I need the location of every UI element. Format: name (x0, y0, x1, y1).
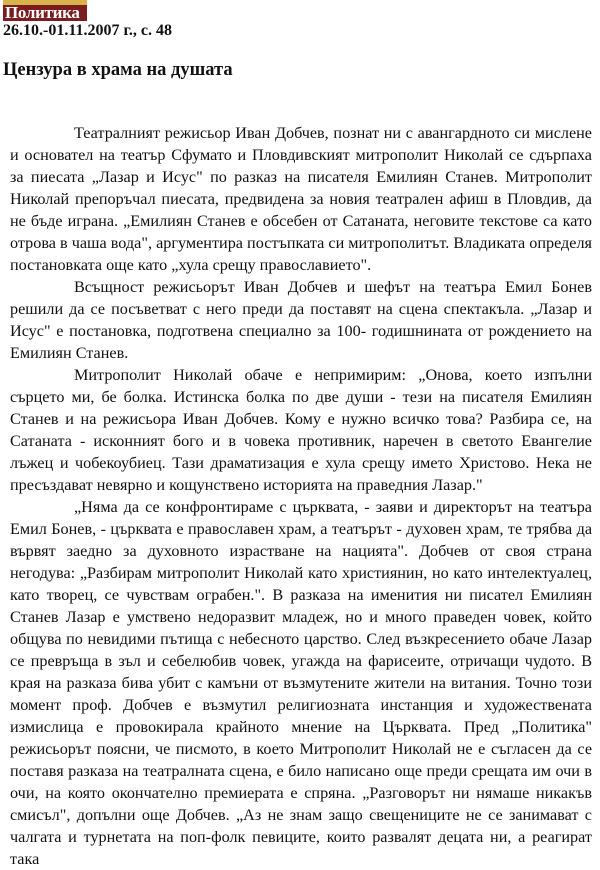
paragraph: Митрополит Николай обаче е непримирим: „Онова, което изпълни сърцето ми, бе болка. Истинска болка по две души - тези на писателя Емилиян Станев и на режисьора Иван Добчев. Кому е нужно всичко това? Разбира се, на Сатаната - исконният бого и в човека противник, наречен в светото Евангелие лъжец и чобекоубиец. Тази драматизация е хула срещу името Христово. Нека не пресъздават невярно и кощунствено историята на праведния Лазар." (10, 366, 592, 494)
article-body (10, 122, 592, 870)
paragraph: Всъщност режисьорът Иван Добчев и шефът на театъра Емил Бонев решили да се посъветват с него преди да поставят на сцена спектакъла. „Лазар и Исус" е постановка, подготвена специално за 100- годишнината от рождението на Емилиян Станев. (10, 278, 592, 362)
dateline: 26.10.-01.11.2007 г., с. 48 (3, 22, 173, 39)
logo-text: Политика (5, 3, 80, 21)
newspaper-logo (3, 0, 87, 21)
article-title: Цензура в храма на душата (3, 60, 233, 80)
paragraph: Театралният режисьор Иван Добчев, познат ни с авангардното си мислене и основател на театър Сфумато и Пловдивският митрополит Николай се сдърпаха за пиесата „Лазар и Исус" по разказ на писателя Емилиян Станев. Митрополит Николай препоръчал пиесата, предвидена за новия театрален афиш в Пловдив, да не бъде играна. „Емилиян Станев е обсебен от Сатаната, неговите текстове са като отрова в чаша вода", аргументира постъпката си митрополитът. Владиката определя постановката още като „хула срещу православието". (10, 124, 592, 274)
paragraph: „Няма да се конфронтираме с църквата, - заяви и директорът на театъра Емил Бонев, - църквата е православен храм, а театърът - духовен храм, те трябва да вървят заедно за духовното израстване на нацията". Добчев от своя страна негодува: „Разбирам митрополит Николай като християнин, но като интелектуалец, като творец, се чувствам ограбен.". В разказа на именития ни писател Емилиян Станев Лазар е умствено недоразвит младеж, но и много праведен човек, който общува по невидими пътища с небесното царство. След възкресението обаче Лазар се превръща в зъл и себелюбив човек, угажда на фарисеите, отричащи чудото. В края на разказа бива убит с камъни от възмутените жители на витания. Точно този момент проф. Добчев е възмутил религиозната инстанция и художествената измислица е провокирала крайното мнение на Църквата. Пред „Политика" режисьорът поясни, че писмото, в което Митрополит Николай не е съгласен да се поставя разказа на театралната сцена, е било написано още преди срещата им очи в очи, на която окончателно премиерата е спряна. „Разговорът ни нямаше никакъв смисъл", допълни още Добчев. „Аз не знам защо свещениците не се занимават с чалгата и турнетата на поп-фолк певиците, които развалят децата ни, а реагират така (10, 498, 592, 868)
